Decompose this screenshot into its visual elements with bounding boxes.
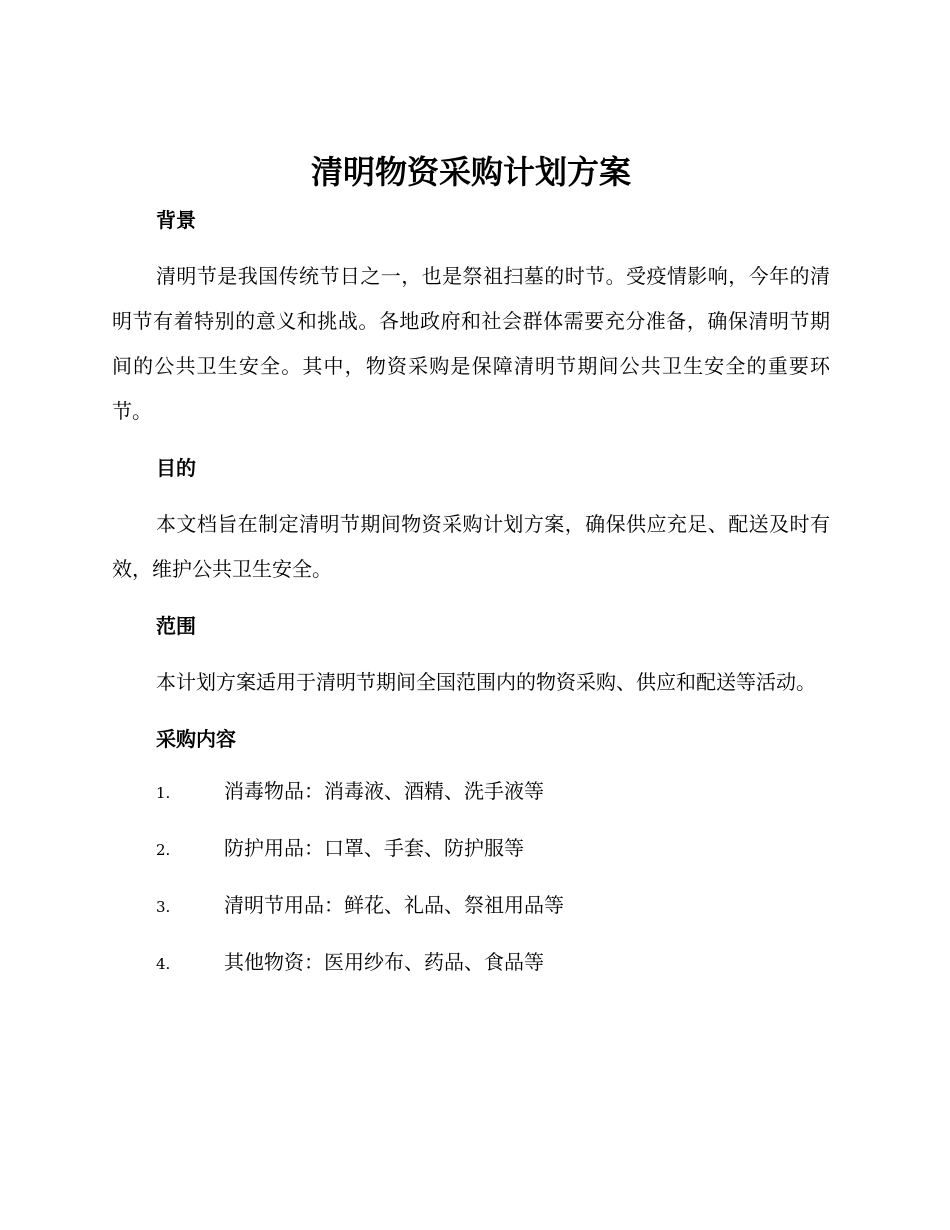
section-heading-background: 背景 [156,208,196,232]
list-item [112,934,830,991]
list-item-text: 其他物资：医用纱布、药品、食品等 [224,950,544,974]
list-item-text: 清明节用品：鲜花、礼品、祭祖用品等 [224,893,564,917]
section-heading-purpose: 目的 [156,456,196,480]
list-item-number: 3. [156,898,171,916]
section-purpose [112,446,830,592]
section-heading-scope: 范围 [156,614,196,638]
list-item-number: 1. [156,784,171,802]
list-item [112,763,830,820]
document-content [112,148,830,991]
section-procurement [112,717,830,991]
procurement-list [112,763,830,991]
section-heading-procurement: 采购内容 [156,727,236,751]
paragraph-purpose: 本文档旨在制定清明节期间物资采购计划方案，确保供应充足、配送及时有效，维护公共卫生安全。 [112,512,830,581]
paragraph-scope: 本计划方案适用于清明节期间全国范围内的物资采购、供应和配送等活动。 [156,670,816,694]
list-item-text: 消毒物品：消毒液、酒精、洗手液等 [224,779,544,803]
paragraph-background: 清明节是我国传统节日之一，也是祭祖扫墓的时节。受疫情影响，今年的清明节有着特别的意义和挑战。各地政府和社会群体需要充分准备，确保清明节期间的公共卫生安全。其中，物资采购是保障清明节期间公共卫生安全的重要环节。 [112,264,830,423]
list-item-number: 4. [156,955,171,973]
list-item [112,877,830,934]
section-scope [112,604,830,705]
list-item-text: 防护用品：口罩、手套、防护服等 [224,836,524,860]
document-title: 清明物资采购计划方案 [310,153,631,191]
section-background [112,198,830,434]
list-item [112,820,830,877]
list-item-number: 2. [156,841,171,859]
